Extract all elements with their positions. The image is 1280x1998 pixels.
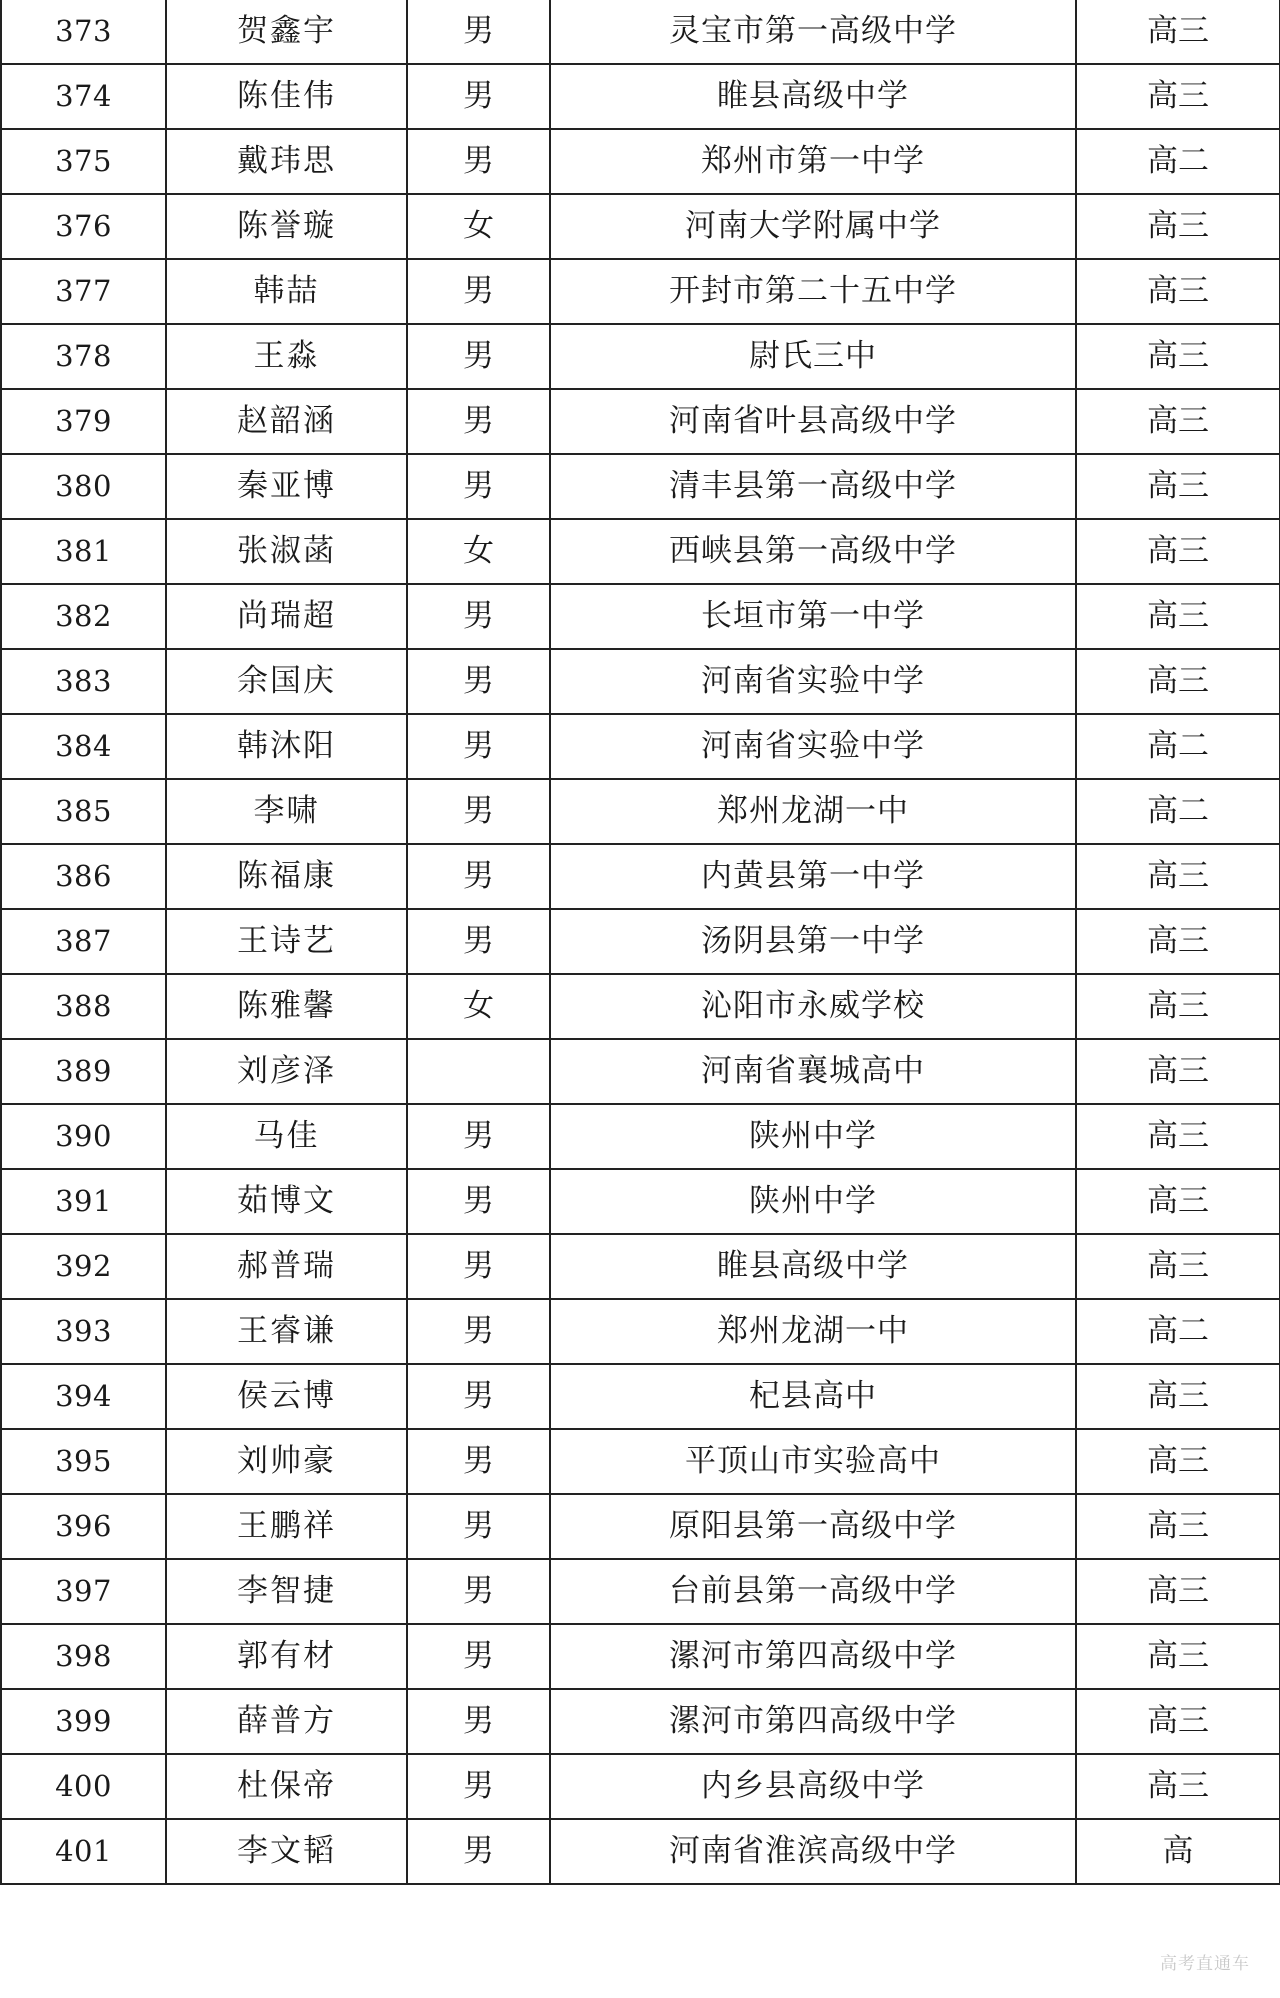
student-name: 陈福康 (166, 844, 407, 909)
school-name: 河南省实验中学 (550, 649, 1076, 714)
grade-level: 高三 (1076, 64, 1280, 129)
student-name: 尚瑞超 (166, 584, 407, 649)
student-gender: 男 (407, 1819, 550, 1884)
grade-level: 高三 (1076, 584, 1280, 649)
school-name: 沁阳市永威学校 (550, 974, 1076, 1039)
row-number: 392 (1, 1234, 166, 1299)
row-number: 384 (1, 714, 166, 779)
grade-level: 高二 (1076, 779, 1280, 844)
student-gender: 男 (407, 259, 550, 324)
grade-level: 高三 (1076, 649, 1280, 714)
grade-level: 高三 (1076, 454, 1280, 519)
school-name: 睢县高级中学 (550, 1234, 1076, 1299)
table-row (1, 649, 1280, 714)
grade-level: 高三 (1076, 1494, 1280, 1559)
grade-level: 高三 (1076, 389, 1280, 454)
school-name: 内乡县高级中学 (550, 1754, 1076, 1819)
grade-level: 高三 (1076, 259, 1280, 324)
school-name: 漯河市第四高级中学 (550, 1689, 1076, 1754)
table-row (1, 259, 1280, 324)
table-row (1, 1689, 1280, 1754)
student-gender: 男 (407, 584, 550, 649)
row-number: 382 (1, 584, 166, 649)
student-name: 戴玮思 (166, 129, 407, 194)
student-gender: 男 (407, 649, 550, 714)
school-name: 河南省淮滨高级中学 (550, 1819, 1076, 1884)
grade-level: 高三 (1076, 194, 1280, 259)
grade-level: 高二 (1076, 714, 1280, 779)
grade-level: 高三 (1076, 1689, 1280, 1754)
row-number: 399 (1, 1689, 166, 1754)
table-row (1, 1039, 1280, 1104)
row-number: 390 (1, 1104, 166, 1169)
school-name: 陕州中学 (550, 1104, 1076, 1169)
student-gender: 男 (407, 909, 550, 974)
student-name: 贺鑫宇 (166, 0, 407, 64)
school-name: 内黄县第一中学 (550, 844, 1076, 909)
table-row (1, 1169, 1280, 1234)
school-name: 汤阴县第一中学 (550, 909, 1076, 974)
grade-level: 高三 (1076, 1559, 1280, 1624)
student-gender: 女 (407, 974, 550, 1039)
row-number: 388 (1, 974, 166, 1039)
table-row (1, 1429, 1280, 1494)
table-row (1, 909, 1280, 974)
grade-level: 高三 (1076, 1039, 1280, 1104)
school-name: 台前县第一高级中学 (550, 1559, 1076, 1624)
student-name: 赵韶涵 (166, 389, 407, 454)
student-gender: 男 (407, 1169, 550, 1234)
student-gender: 男 (407, 779, 550, 844)
row-number: 401 (1, 1819, 166, 1884)
student-name: 杜保帝 (166, 1754, 407, 1819)
student-name: 韩喆 (166, 259, 407, 324)
school-name: 清丰县第一高级中学 (550, 454, 1076, 519)
student-gender: 男 (407, 389, 550, 454)
student-name: 王睿谦 (166, 1299, 407, 1364)
row-number: 396 (1, 1494, 166, 1559)
student-name: 郭有材 (166, 1624, 407, 1689)
grade-level: 高三 (1076, 324, 1280, 389)
school-name: 河南省实验中学 (550, 714, 1076, 779)
grade-level: 高三 (1076, 1754, 1280, 1819)
row-number: 381 (1, 519, 166, 584)
school-name: 平顶山市实验高中 (550, 1429, 1076, 1494)
school-name: 河南大学附属中学 (550, 194, 1076, 259)
table-row (1, 454, 1280, 519)
table-row (1, 519, 1280, 584)
row-number: 389 (1, 1039, 166, 1104)
row-number: 380 (1, 454, 166, 519)
student-name: 马佳 (166, 1104, 407, 1169)
student-name: 秦亚博 (166, 454, 407, 519)
student-name: 王淼 (166, 324, 407, 389)
table-row (1, 1299, 1280, 1364)
school-name: 河南省叶县高级中学 (550, 389, 1076, 454)
student-name: 侯云博 (166, 1364, 407, 1429)
grade-level: 高三 (1076, 844, 1280, 909)
student-name: 薛普方 (166, 1689, 407, 1754)
student-gender: 女 (407, 194, 550, 259)
school-name: 开封市第二十五中学 (550, 259, 1076, 324)
grade-level: 高三 (1076, 974, 1280, 1039)
student-name: 郝普瑞 (166, 1234, 407, 1299)
student-name: 李智捷 (166, 1559, 407, 1624)
table-row (1, 64, 1280, 129)
student-name: 刘帅豪 (166, 1429, 407, 1494)
school-name: 杞县高中 (550, 1364, 1076, 1429)
student-gender: 男 (407, 1364, 550, 1429)
grade-level: 高三 (1076, 0, 1280, 64)
grade-level: 高二 (1076, 129, 1280, 194)
school-name: 郑州龙湖一中 (550, 779, 1076, 844)
row-number: 374 (1, 64, 166, 129)
table-row (1, 1819, 1280, 1884)
school-name: 长垣市第一中学 (550, 584, 1076, 649)
student-gender: 男 (407, 714, 550, 779)
student-gender: 女 (407, 519, 550, 584)
school-name: 睢县高级中学 (550, 64, 1076, 129)
student-gender: 男 (407, 1559, 550, 1624)
school-name: 陕州中学 (550, 1169, 1076, 1234)
grade-level: 高三 (1076, 1234, 1280, 1299)
row-number: 379 (1, 389, 166, 454)
grade-level: 高三 (1076, 1624, 1280, 1689)
watermark-text: 高考直通车 (1160, 1954, 1250, 1974)
row-number: 397 (1, 1559, 166, 1624)
row-number: 393 (1, 1299, 166, 1364)
row-number: 391 (1, 1169, 166, 1234)
row-number: 395 (1, 1429, 166, 1494)
student-gender: 男 (407, 129, 550, 194)
student-gender: 男 (407, 1689, 550, 1754)
table-row (1, 714, 1280, 779)
row-number: 386 (1, 844, 166, 909)
table-row (1, 1234, 1280, 1299)
row-number: 378 (1, 324, 166, 389)
table-row (1, 1494, 1280, 1559)
row-number: 373 (1, 0, 166, 64)
table-row (1, 194, 1280, 259)
student-gender: 男 (407, 0, 550, 64)
row-number: 375 (1, 129, 166, 194)
student-gender: 男 (407, 1754, 550, 1819)
student-gender: 男 (407, 1234, 550, 1299)
student-name: 余国庆 (166, 649, 407, 714)
student-name: 陈雅馨 (166, 974, 407, 1039)
table-row (1, 1624, 1280, 1689)
school-name: 灵宝市第一高级中学 (550, 0, 1076, 64)
student-gender: 男 (407, 1299, 550, 1364)
table-row (1, 779, 1280, 844)
table-row (1, 389, 1280, 454)
student-name: 李啸 (166, 779, 407, 844)
school-name: 漯河市第四高级中学 (550, 1624, 1076, 1689)
table-row (1, 324, 1280, 389)
student-gender: 男 (407, 64, 550, 129)
grade-level: 高三 (1076, 1364, 1280, 1429)
student-name: 李文韬 (166, 1819, 407, 1884)
grade-level: 高三 (1076, 1169, 1280, 1234)
grade-level: 高三 (1076, 909, 1280, 974)
table-row (1, 844, 1280, 909)
row-number: 394 (1, 1364, 166, 1429)
grade-level: 高三 (1076, 519, 1280, 584)
student-gender: 男 (407, 1624, 550, 1689)
student-gender: 男 (407, 1494, 550, 1559)
school-name: 原阳县第一高级中学 (550, 1494, 1076, 1559)
table-row (1, 1364, 1280, 1429)
student-name: 茹博文 (166, 1169, 407, 1234)
student-gender: 男 (407, 454, 550, 519)
student-gender (407, 1039, 550, 1104)
table-row (1, 1104, 1280, 1169)
table-row (1, 1559, 1280, 1624)
roster-body (1, 0, 1280, 1884)
student-gender: 男 (407, 1104, 550, 1169)
table-row (1, 129, 1280, 194)
table-row (1, 584, 1280, 649)
student-name: 王诗艺 (166, 909, 407, 974)
student-gender: 男 (407, 844, 550, 909)
school-name: 西峡县第一高级中学 (550, 519, 1076, 584)
grade-level: 高三 (1076, 1104, 1280, 1169)
student-name: 张淑菡 (166, 519, 407, 584)
school-name: 郑州龙湖一中 (550, 1299, 1076, 1364)
school-name: 郑州市第一中学 (550, 129, 1076, 194)
student-name: 陈誉璇 (166, 194, 407, 259)
row-number: 377 (1, 259, 166, 324)
student-name: 陈佳伟 (166, 64, 407, 129)
school-name: 河南省襄城高中 (550, 1039, 1076, 1104)
student-name: 王鹏祥 (166, 1494, 407, 1559)
row-number: 398 (1, 1624, 166, 1689)
school-name: 尉氏三中 (550, 324, 1076, 389)
student-gender: 男 (407, 324, 550, 389)
row-number: 383 (1, 649, 166, 714)
student-gender: 男 (407, 1429, 550, 1494)
row-number: 376 (1, 194, 166, 259)
student-name: 刘彦泽 (166, 1039, 407, 1104)
row-number: 387 (1, 909, 166, 974)
table-row (1, 0, 1280, 64)
row-number: 400 (1, 1754, 166, 1819)
table-row (1, 974, 1280, 1039)
row-number: 385 (1, 779, 166, 844)
grade-level: 高 (1076, 1819, 1280, 1884)
grade-level: 高三 (1076, 1429, 1280, 1494)
student-name: 韩沐阳 (166, 714, 407, 779)
table-row (1, 1754, 1280, 1819)
grade-level: 高二 (1076, 1299, 1280, 1364)
